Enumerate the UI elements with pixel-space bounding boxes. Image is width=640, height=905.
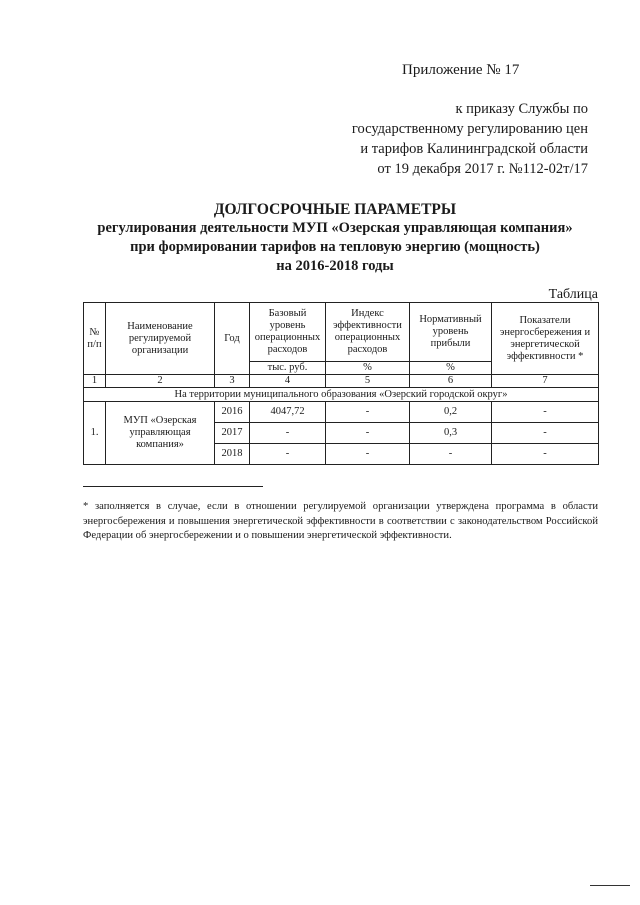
column-number: 5 <box>326 375 410 388</box>
order-line: и тарифов Калининградской области <box>360 141 588 157</box>
base-cost-cell: 4047,72 <box>250 402 326 423</box>
efficiency-index-cell: - <box>326 402 410 423</box>
year-cell: 2018 <box>215 444 250 465</box>
energy-indicator-cell: - <box>492 444 599 465</box>
table-label: Таблица <box>548 287 598 302</box>
region-cell: На территории муниципального образования «Озерский городской округ» <box>84 388 599 402</box>
order-line: к приказу Службы по <box>455 101 588 117</box>
document-title <box>60 200 610 276</box>
row-number: 1. <box>84 402 106 465</box>
header-cell: Наименование регулируемой организации <box>106 303 215 375</box>
page-edge-mark <box>590 885 630 886</box>
order-reference <box>288 99 588 179</box>
header-cell: Нормативный уровень прибыли <box>410 303 492 362</box>
parameters-table <box>83 302 599 465</box>
year-cell: 2016 <box>215 402 250 423</box>
base-cost-cell: - <box>250 444 326 465</box>
efficiency-index-cell: - <box>326 444 410 465</box>
title-main: ДОЛГОСРОЧНЫЕ ПАРАМЕТРЫ <box>213 201 457 218</box>
order-line: государственному регулированию цен <box>351 121 588 137</box>
appendix-label: Приложение № 17 <box>402 62 520 78</box>
energy-indicator-cell: - <box>492 423 599 444</box>
unit-cell: % <box>410 362 492 375</box>
column-number: 3 <box>215 375 250 388</box>
column-number: 7 <box>492 375 599 388</box>
header-cell: Год <box>215 303 250 375</box>
profit-level-cell: - <box>410 444 492 465</box>
year-cell: 2017 <box>215 423 250 444</box>
order-line: от 19 декабря 2017 г. №112-02т/17 <box>377 161 588 177</box>
header-cell: № п/п <box>84 303 106 375</box>
table-header-row <box>84 303 599 362</box>
profit-level-cell: 0,3 <box>410 423 492 444</box>
header-cell: Индекс эффективности операционных расходов <box>326 303 410 362</box>
column-number: 1 <box>84 375 106 388</box>
title-line: регулирования деятельности МУП «Озерская управляющая компания» <box>97 220 573 236</box>
column-numbers-row <box>84 375 599 388</box>
table-row <box>84 402 599 423</box>
title-line: при формировании тарифов на тепловую энергию (мощность) <box>130 239 540 255</box>
profit-level-cell: 0,2 <box>410 402 492 423</box>
column-number: 2 <box>106 375 215 388</box>
column-number: 4 <box>250 375 326 388</box>
title-line: на 2016-2018 годы <box>276 258 394 274</box>
energy-indicator-cell: - <box>492 402 599 423</box>
footnote: * заполняется в случае, если в отношении регулируемой организации утверждена программа в области энергосбережения и повышения энергетической эффективности в соответствии с законодательством Российской Федерации об энергосбережении и о повышении энергетической эффективности. <box>83 501 598 542</box>
base-cost-cell: - <box>250 423 326 444</box>
unit-cell: тыс. руб. <box>250 362 326 375</box>
efficiency-index-cell: - <box>326 423 410 444</box>
column-number: 6 <box>410 375 492 388</box>
header-cell: Базовый уровень операционных расходов <box>250 303 326 362</box>
region-row <box>84 388 599 402</box>
organization-name: МУП «Озерская управляющая компания» <box>106 402 215 465</box>
header-cell: Показатели энергосбережения и энергетической эффективности * <box>492 303 599 375</box>
unit-cell: % <box>326 362 410 375</box>
footnote-divider <box>83 486 263 487</box>
